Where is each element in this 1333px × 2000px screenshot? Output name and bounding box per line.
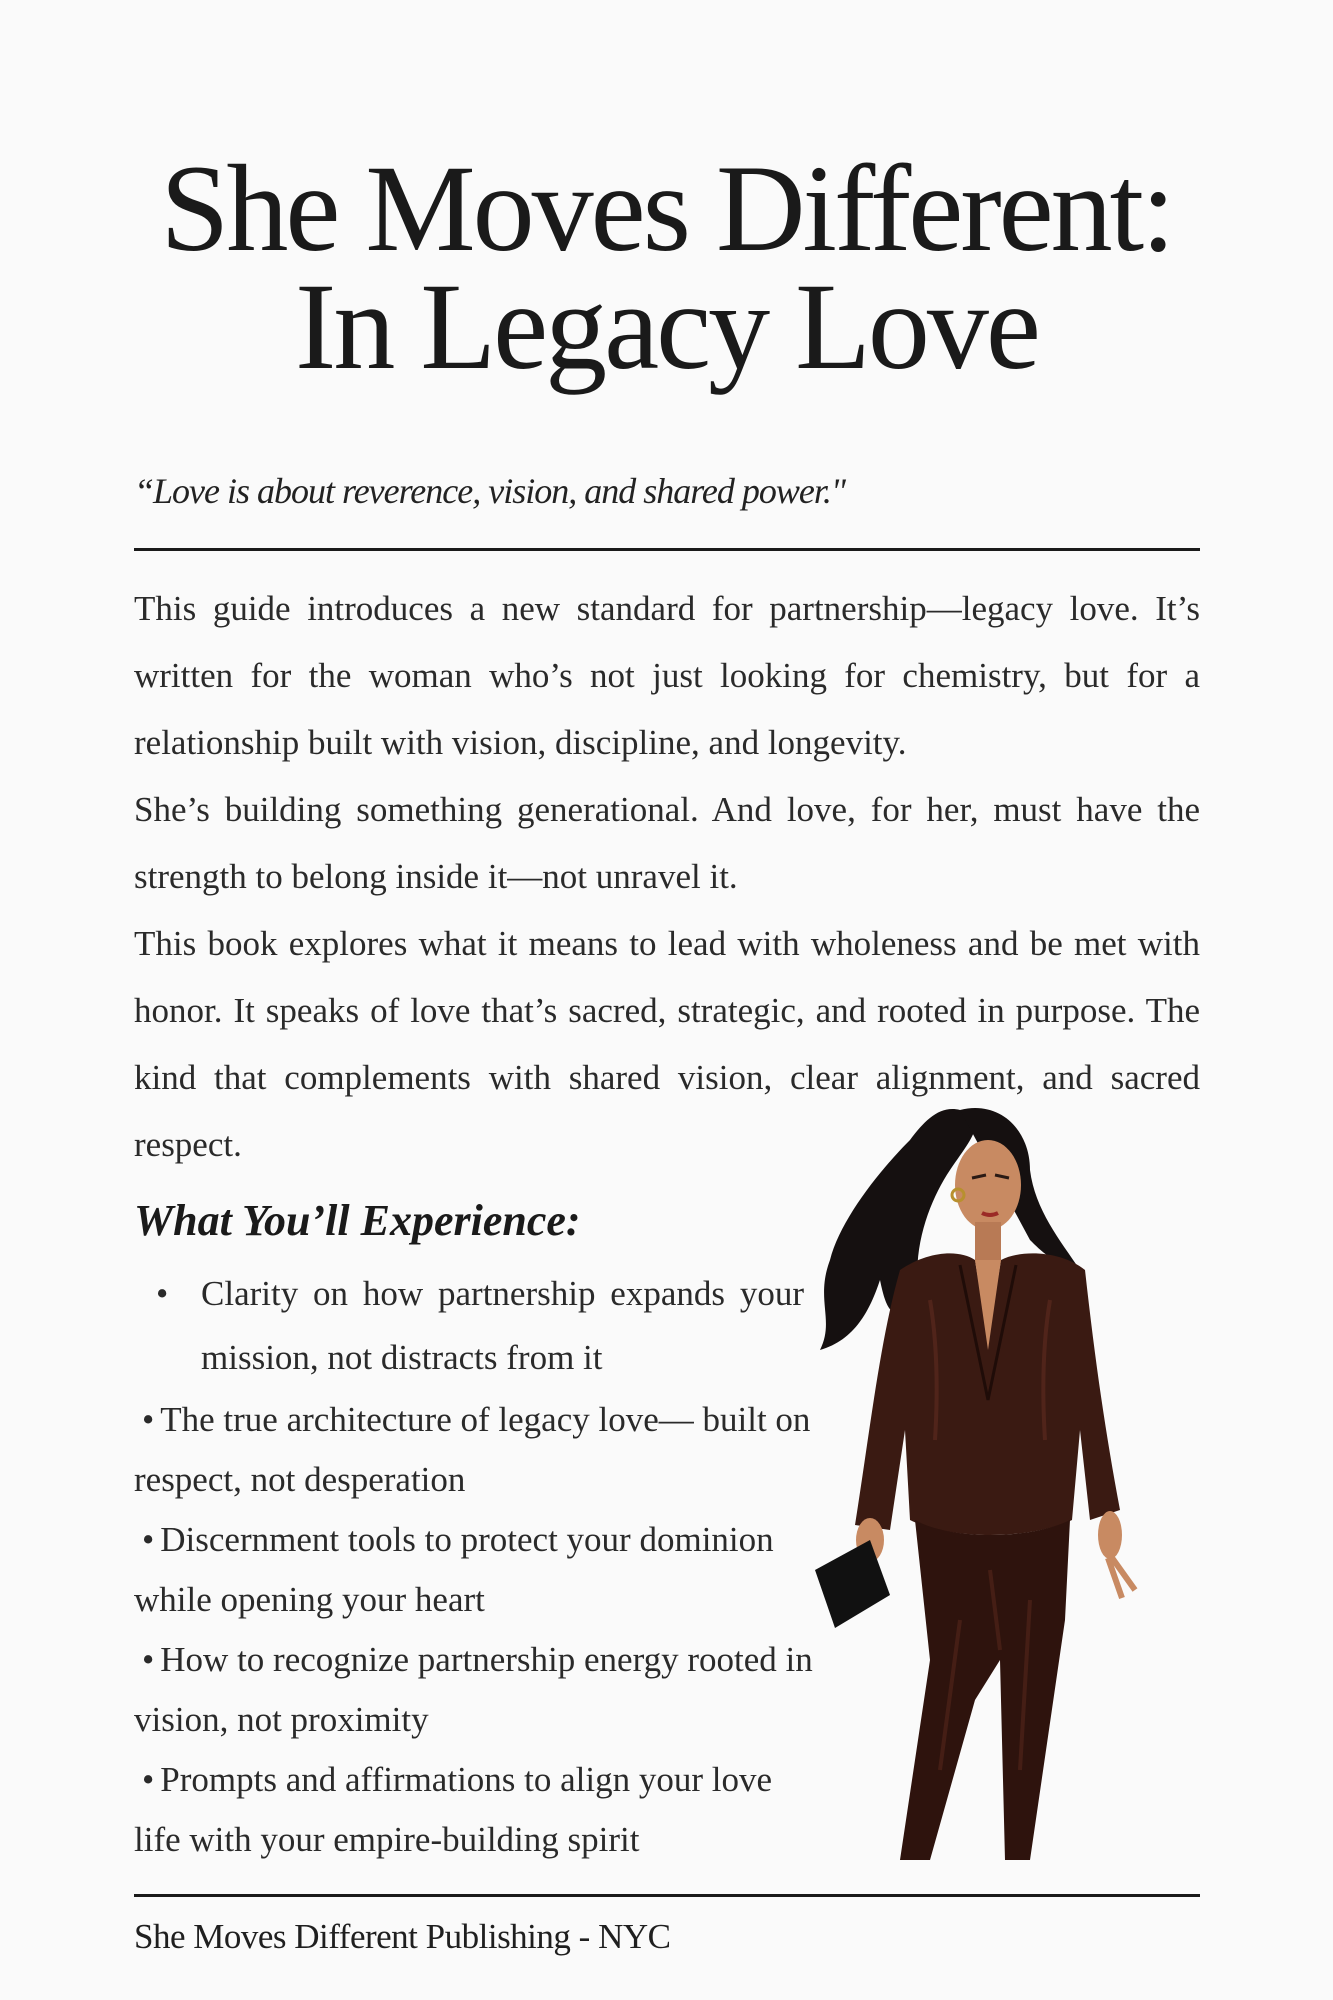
bullet-icon: • — [142, 1640, 155, 1679]
top-divider — [134, 548, 1200, 551]
bullet-icon: • — [142, 1760, 155, 1799]
publisher-footer: She Moves Different Publishing - NYC — [134, 1917, 671, 1956]
paragraph-1: This guide introduces a new standard for partnership—legacy love. It’s written for the woman who’s not just looking for chemistry, but for a relationship built with vision, discipline, and longevity. — [134, 589, 1200, 762]
experience-list — [134, 1262, 814, 1870]
epigraph-quote: “Love is about reverence, vision, and shared power." — [134, 471, 846, 511]
book-title — [0, 140, 1333, 395]
bullet-icon: • — [142, 1400, 155, 1439]
bullet-icon: • — [142, 1520, 155, 1559]
bottom-divider — [134, 1894, 1200, 1897]
title-line-1: She Moves Different: — [160, 140, 1173, 277]
list-item — [134, 1262, 804, 1390]
bullet-icon: • — [156, 1274, 169, 1313]
title-line-2: In Legacy Love — [295, 258, 1038, 395]
list-item-text: Clarity on how partnership expands your mission, not distracts from it — [201, 1274, 804, 1377]
list-item — [134, 1750, 814, 1870]
pants-shape — [900, 1520, 1070, 1860]
list-item-text: Discernment tools to protect your dominion while opening your heart — [134, 1520, 774, 1619]
list-item — [134, 1510, 814, 1630]
list-item — [134, 1390, 814, 1510]
paragraph-2: She’s building something generational. And love, for her, must have the strength to belong inside it—not unravel it. — [134, 790, 1200, 896]
description-body — [134, 575, 1200, 1178]
woman-illustration — [760, 1100, 1220, 1870]
section-heading: What You’ll Experience: — [134, 1196, 581, 1245]
paragraph-3: This book explores what it means to lead with wholeness and be met with honor. It speaks of love that’s sacred, strategic, and rooted in purpose. The kind that complements with shared vision, clear alignment, and sacred respect. — [134, 924, 1200, 1164]
list-item-text: Prompts and affirmations to align your love life with your empire-building spirit — [134, 1760, 773, 1859]
list-item-text: The true architecture of legacy love— built on respect, not desperation — [134, 1400, 811, 1499]
list-item — [134, 1630, 814, 1750]
list-item-text: How to recognize partnership energy rooted in vision, not proximity — [134, 1640, 813, 1739]
